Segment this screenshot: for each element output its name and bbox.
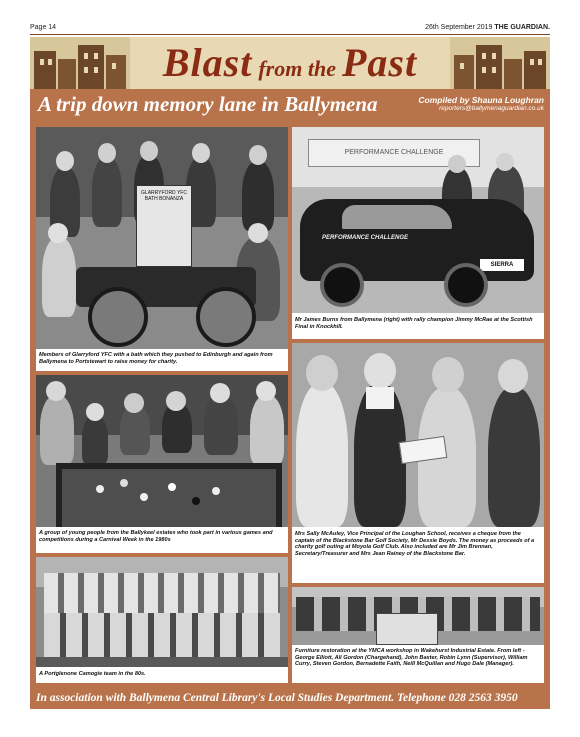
feature-page — [30, 37, 550, 709]
photo-caption: Furniture restoration at the YMCA workshop in Wakehurst Industrial Estate. From left - George Elliott, Ali Gordon (Chargehand), John Baxter, Robin Lynn (Supervisor), William Curry, Steven Gordon, Bernadette Faith, Neill McQuillan and Hugo Dale (Manager). — [295, 648, 528, 668]
skyline-left-illustration — [30, 37, 130, 89]
photo-image — [292, 587, 544, 645]
page-number: Page 14 — [30, 24, 57, 31]
sign-line-2: BATH BONANZA — [144, 196, 184, 202]
title-word-blast: Blast — [162, 40, 253, 85]
pool-table — [56, 463, 282, 527]
date-text: 26th September 2019 — [425, 24, 493, 31]
footer-text: In association with Ballymena Central Library's Local Studies Department. Telephone 028 2563 3950 — [36, 692, 518, 704]
footer-bar — [30, 687, 550, 709]
header-rule — [30, 34, 550, 35]
photo-bath-bonanza — [36, 127, 288, 371]
photo-rally-car — [292, 127, 544, 339]
subtitle-bar — [30, 89, 550, 123]
publication-name: THE GUARDIAN. — [494, 24, 550, 31]
challenge-banner: PERFORMANCE CHALLENGE — [308, 139, 480, 167]
photo-camogie-team — [36, 557, 288, 683]
compiler-credit — [418, 95, 544, 112]
photo-image — [36, 557, 288, 667]
photo-caption: Mrs Sally McAuley, Vice Principal of the Loughan School, receives a cheque from the captain of the Blackstone Bar Golf Society, Mr Dessie Boyds. The money as proceeds of a charity golf outing at Moyola Golf Club. Also included are Mr Jim Brennan, Secretary/Treasurer and Mrs Jean Rainey of the Blackstone Bar. — [295, 531, 535, 557]
photo-ymca-workshop — [292, 587, 544, 683]
photo-image — [36, 375, 288, 527]
photo-caption: Members of Glarryford YFC with a bath which they pushed to Edinburgh and again from Ballymena to Portstewart to raise money for charity. — [39, 352, 273, 365]
furniture-piece — [376, 613, 438, 645]
title-word-from-the: from the — [258, 56, 336, 81]
number-plate: SIERRA — [480, 259, 524, 271]
banner-title — [130, 39, 450, 86]
feature-subtitle: A trip down memory lane in Ballymena — [38, 92, 378, 116]
team-front-row — [44, 613, 280, 659]
sign-line-1: GLARRYFORD YFC — [141, 190, 187, 196]
title-banner — [30, 37, 550, 89]
compiler-name: Compiled by Shauna Loughran — [418, 95, 544, 105]
skyline-right-illustration — [450, 37, 550, 89]
photo-caption: A group of young people from the Ballykeel estates who took part in various games and competitions during a Carnival Week in the 1980s — [39, 530, 273, 543]
photo-caption: A Portglenone Camogie team in the 80s. — [39, 671, 146, 677]
title-word-past: Past — [341, 40, 418, 85]
bath-sign — [136, 185, 192, 267]
issue-date — [425, 24, 550, 31]
photo-caption: Mr James Burns from Ballymena (right) with rally champion Jimmy McRae at the Scottish Final in Knockhill. — [295, 317, 533, 330]
team-back-row — [44, 573, 280, 613]
photo-image — [36, 127, 288, 349]
photo-cheque-presentation — [292, 343, 544, 583]
compiler-email: reporters@ballymenaguardian.co.uk — [439, 105, 544, 112]
car-decal: PERFORMANCE CHALLENGE — [322, 235, 409, 241]
photo-image — [292, 127, 544, 313]
photo-pool-table — [36, 375, 288, 553]
photo-image — [292, 343, 544, 527]
